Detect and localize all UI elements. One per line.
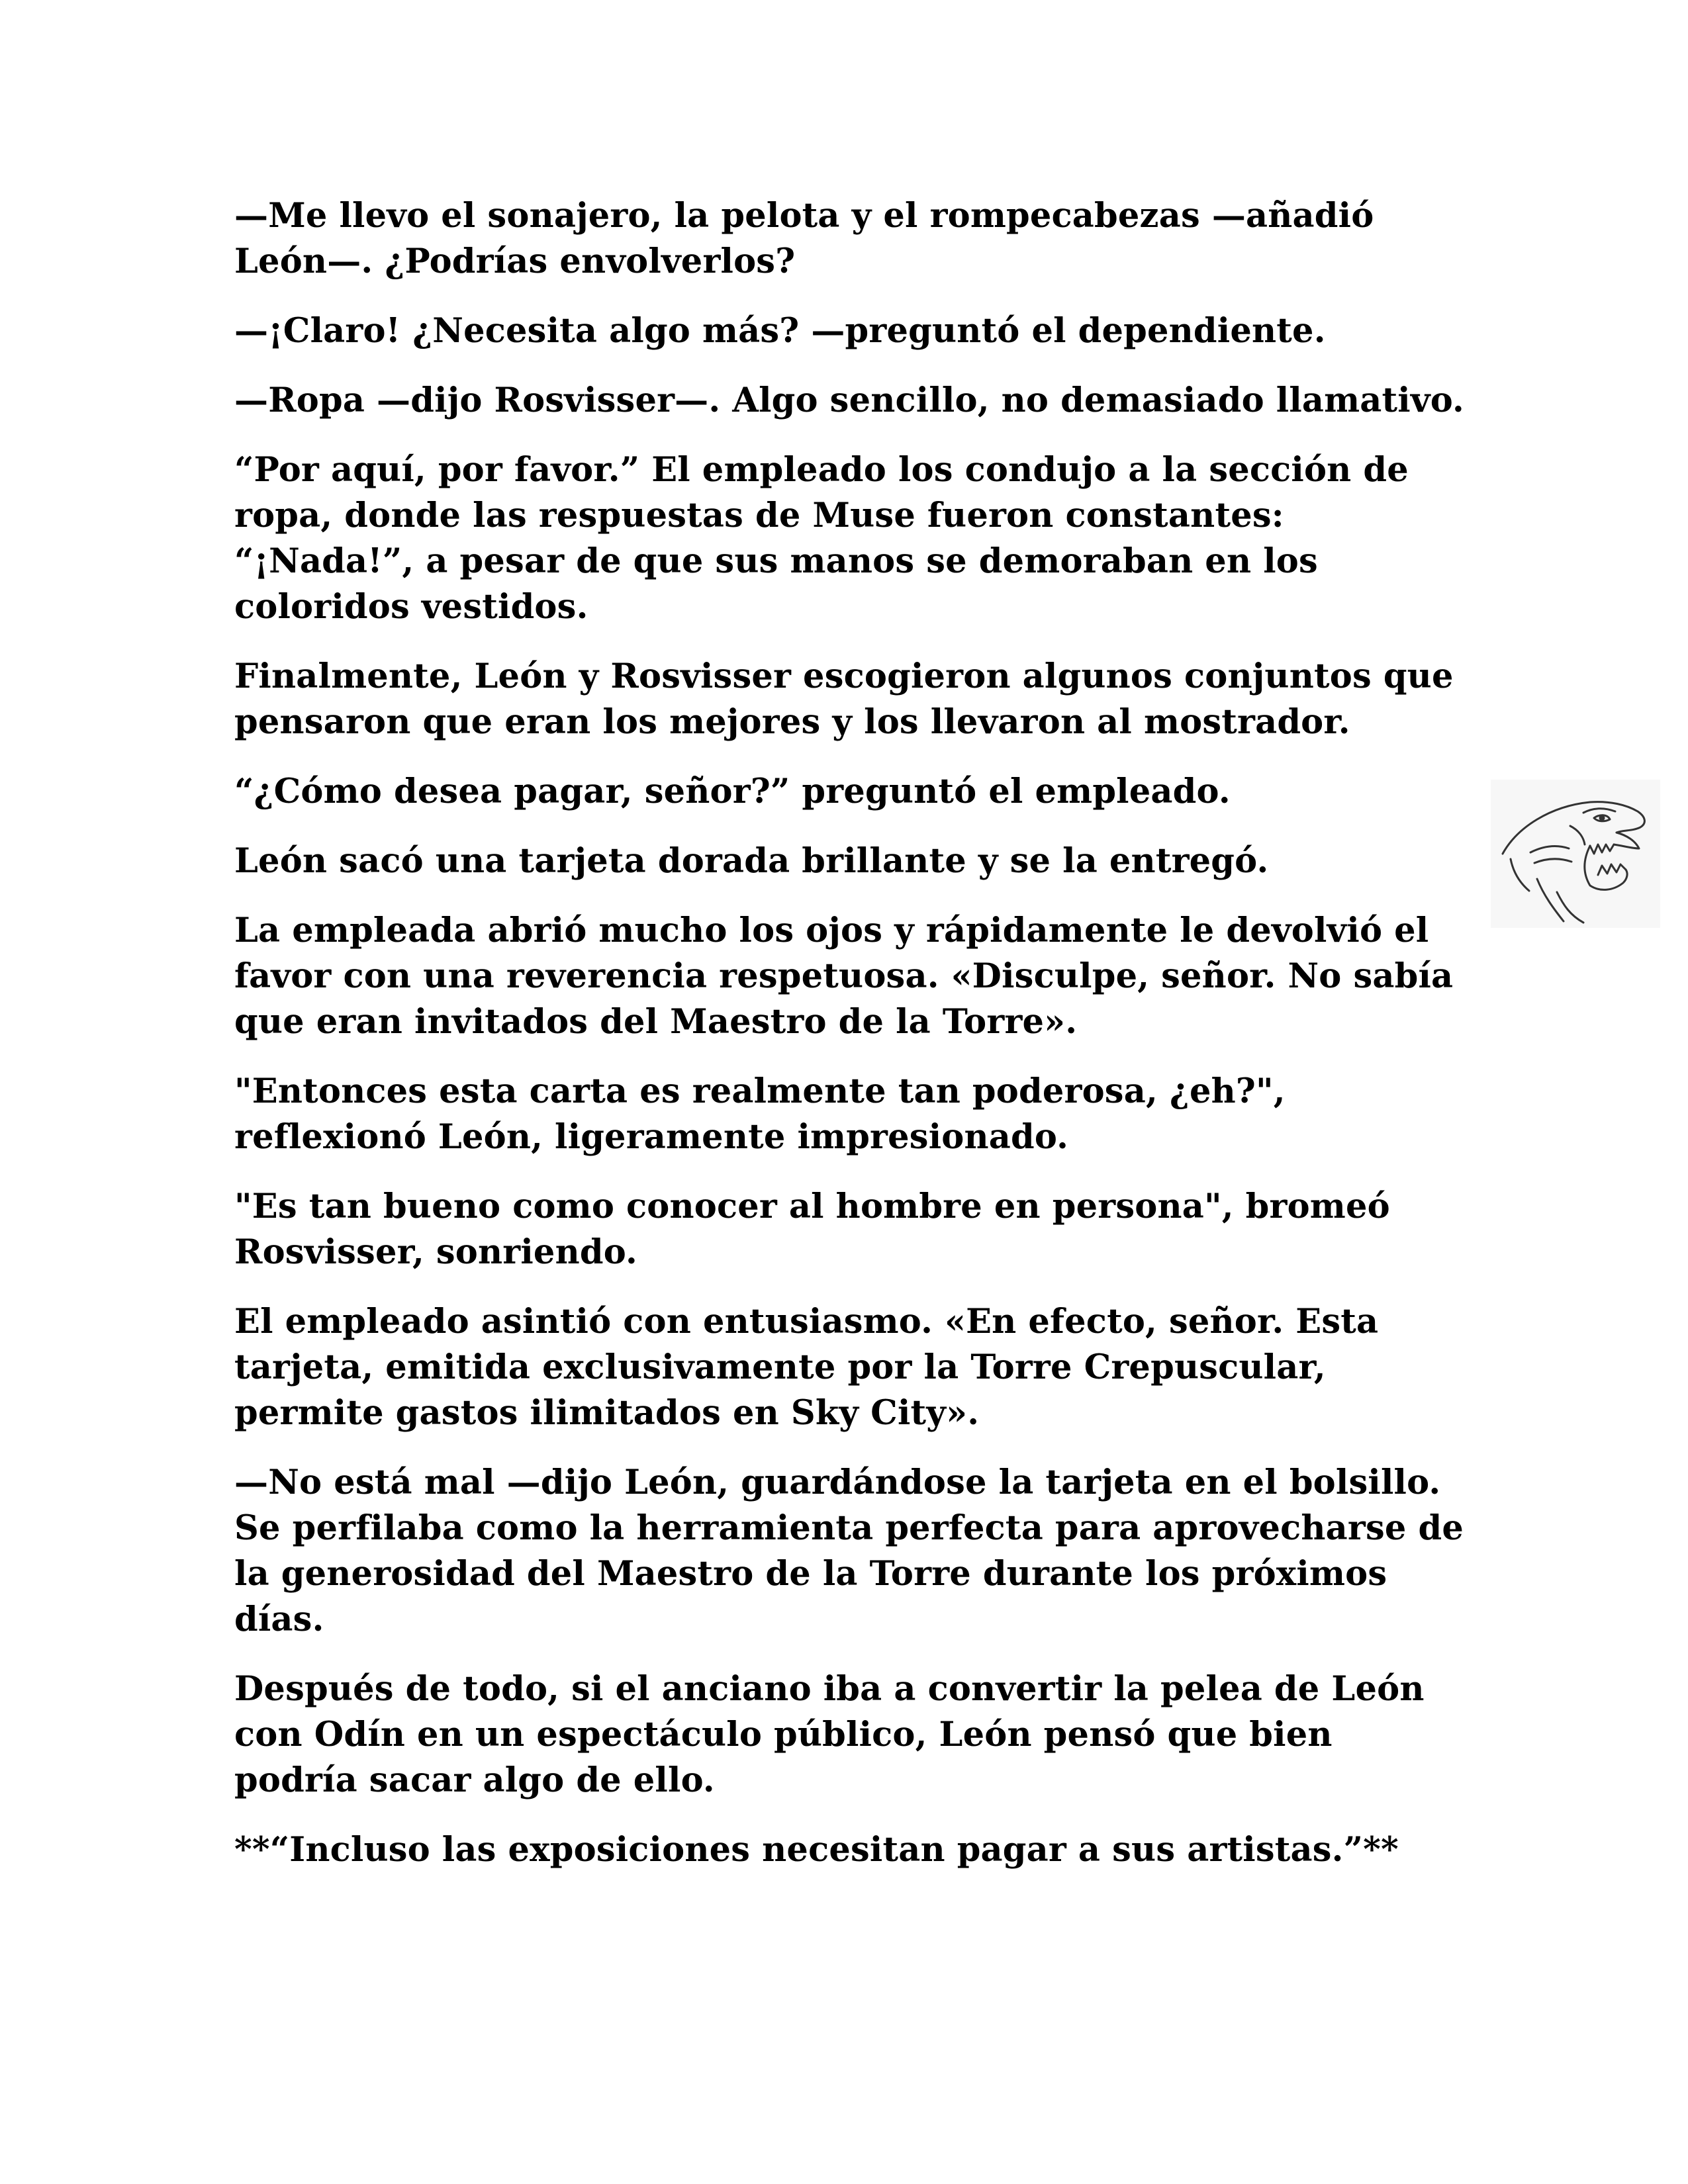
dinosaur-head-drawing (1491, 780, 1660, 928)
paragraph: El empleado asintió con entusiasmo. «En efecto, señor. Esta tarjeta, emitida exclusivamente por la Torre Crepuscular, permite gastos ilimitados en Sky City». (234, 1302, 1379, 1433)
paragraph: "Es tan bueno como conocer al hombre en persona", bromeó Rosvisser, sonriendo. (234, 1187, 1390, 1272)
paragraph: —Ropa —dijo Rosvisser—. Algo sencillo, no demasiado llamativo. (234, 381, 1464, 420)
paragraph: León sacó una tarjeta dorada brillante y se la entregó. (234, 841, 1269, 881)
paragraph: “¿Cómo desea pagar, señor?” preguntó el empleado. (234, 772, 1231, 811)
paragraph: "Entonces esta carta es realmente tan poderosa, ¿eh?", reflexionó León, ligeramente impresionado. (234, 1071, 1286, 1157)
paragraph: —No está mal —dijo León, guardándose la tarjeta en el bolsillo. Se perfilaba como la herramienta perfecta para aprovecharse de la generosidad del Maestro de la Torre durante los próximos días. (234, 1463, 1464, 1639)
paragraph: —Me llevo el sonajero, la pelota y el rompecabezas —añadió León—. ¿Podrías envolverlos? (234, 196, 1374, 281)
paragraph: **“Incluso las exposiciones necesitan pagar a sus artistas.”** (234, 1830, 1399, 1870)
paragraph: Después de todo, si el anciano iba a convertir la pelea de León con Odín en un espectáculo público, León pensó que bien podría sacar algo de ello. (234, 1669, 1425, 1800)
paragraph: La empleada abrió mucho los ojos y rápidamente le devolvió el favor con una reverencia respetuosa. «Disculpe, señor. No sabía que eran invitados del Maestro de la Torre». (234, 911, 1454, 1042)
document-body (234, 193, 1466, 1897)
paragraph: —¡Claro! ¿Necesita algo más? —preguntó el dependiente. (234, 311, 1326, 351)
paragraph: “Por aquí, por favor.” El empleado los condujo a la sección de ropa, donde las respuestas de Muse fueron constantes: “¡Nada!”, a pesar de que sus manos se demoraban en los coloridos vestidos. (234, 450, 1409, 627)
dinosaur-head-icon (1491, 780, 1660, 928)
paragraph: Finalmente, León y Rosvisser escogieron algunos conjuntos que pensaron que eran los mejores y los llevaron al mostrador. (234, 657, 1454, 742)
